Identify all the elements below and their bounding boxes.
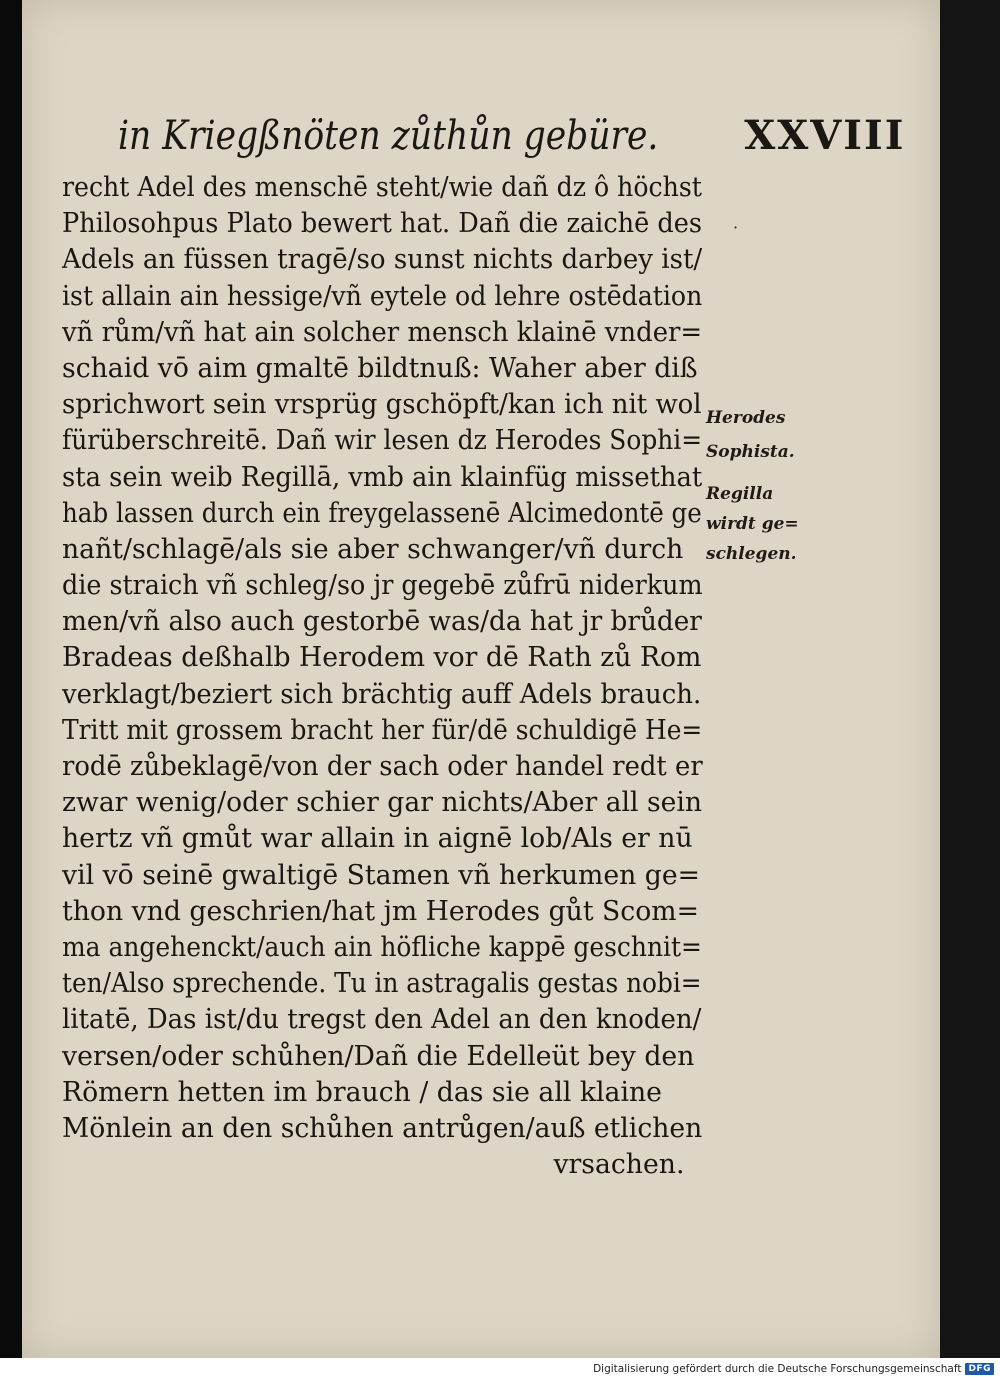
text-line: vñ rům/vñ hat ain solcher mensch klainē vnder= — [62, 316, 703, 348]
text-line: Römern hetten im brauch / das sie all klaine — [62, 1076, 662, 1108]
text-line: schaid vō aim gmaltē bildtnuß: Waher aber diß — [62, 352, 698, 384]
margin-note: wirdt ge= — [706, 514, 799, 534]
text-line: vil vō seinē gwaltigē Stamen vñ herkumen ge= — [62, 859, 701, 891]
text-line: versen/oder schůhen/Dañ die Edelleüt bey den — [62, 1040, 695, 1072]
body-text — [62, 170, 710, 1183]
text-line-catchword: vrsachen. — [553, 1149, 685, 1181]
text-line: Philosohpus Plato bewert hat. Dañ die zaichē des — [62, 208, 703, 240]
margin-note: Regilla — [706, 484, 774, 504]
text-line: recht Adel des menschē steht/wie dañ dz ô höchst — [62, 172, 702, 203]
text-line: hertz vñ gmůt war allain in aignē lob/Als er nū — [62, 823, 693, 855]
text-line: sprichwort sein vrsprüg gschöpft/kan ich nit wol — [62, 389, 702, 421]
text-line: Tritt mit grossem bracht her für/dē schuldigē He= — [62, 714, 703, 746]
text-line: litatē, Das ist/du tregst den Adel an den knoden/ — [62, 1004, 702, 1036]
marginal-dot-mark: · — [733, 218, 739, 237]
margin-note: Sophista. — [706, 442, 795, 462]
footer-bar — [0, 1358, 1000, 1380]
text-line: nañt/schlagē/als sie aber schwanger/vñ durch — [62, 533, 684, 565]
text-line: Mönlein an den schůhen antrůgen/auß etlichen — [62, 1112, 703, 1144]
scan-background-edge — [940, 0, 1000, 1358]
text-line: hab lassen durch ein freygelassenē Alcimedontē ge — [62, 497, 702, 529]
text-line: sta sein weib Regillā, vmb ain klainfüg missethat — [62, 461, 703, 493]
margin-note: schlegen. — [706, 544, 797, 564]
folio-number: XXVIII — [744, 112, 906, 159]
running-title: in Kriegßnöten zůthůn gebüre. — [118, 113, 659, 159]
text-line: ist allain ain hessige/vñ eytele od lehre ostēdation — [62, 280, 703, 312]
text-line: fürüberschreitē. Dañ wir lesen dz Herodes Sophi= — [62, 425, 703, 457]
text-line: Adels an füssen tragē/so sunst nichts darbey ist/ — [62, 244, 703, 276]
text-line: thon vnd geschrien/hat jm Herodes gůt Scom= — [62, 895, 699, 927]
funding-credit: Digitalisierung gefördert durch die Deutsche Forschungsgemeinschaft — [593, 1363, 962, 1375]
text-line: die straich vñ schleg/so jr gegebē zůfrū niderkum — [62, 570, 703, 602]
text-line: ten/Also sprechende. Tu in astragalis gestas nobi= — [62, 968, 702, 1000]
text-line: rodē zůbeklagē/von der sach oder handel redt er — [62, 751, 703, 782]
text-line: Bradeas deßhalb Herodem vor dē Rath zů Rom — [62, 642, 702, 674]
text-line: verklagt/beziert sich brächtig auff Adels brauch. — [62, 678, 702, 710]
running-head — [118, 112, 906, 172]
text-line: zwar wenig/oder schier gar nichts/Aber all sein — [62, 787, 703, 819]
text-line: men/vñ also auch gestorbē was/da hat jr brůder — [62, 606, 702, 638]
text-line: ma angehenckt/auch ain höfliche kappē geschnit= — [62, 931, 702, 963]
margin-note: Herodes — [706, 408, 786, 428]
dfg-logo-icon: DFG — [965, 1363, 994, 1375]
